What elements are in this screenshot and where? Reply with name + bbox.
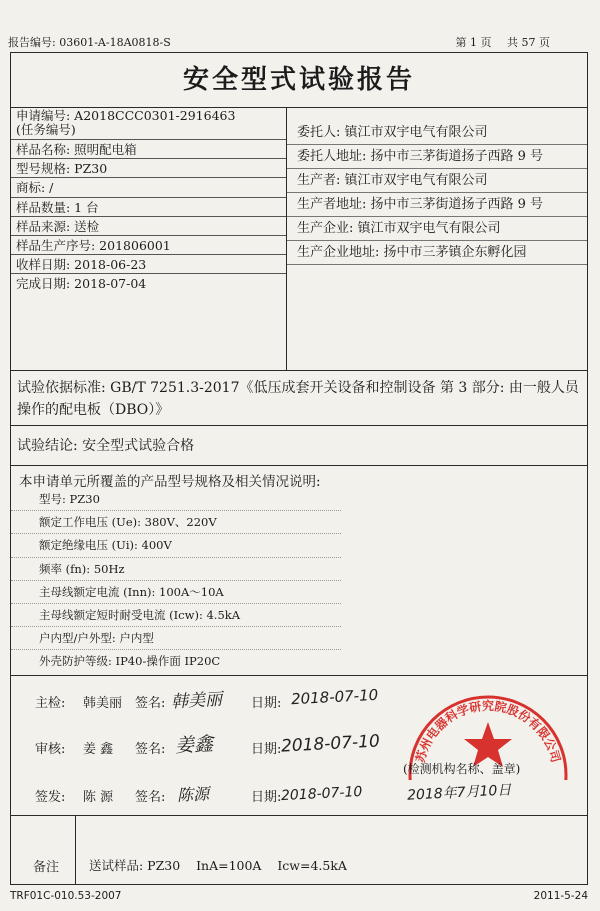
report-number: 报告编号: 03601-A-18A0818-S (8, 36, 171, 49)
remarks-text: 送试样品: PZ30 InA=100A Icw=4.5kA (89, 858, 347, 873)
reviewer-date: 2018-07-10 (280, 731, 381, 757)
test-basis-standard: 试验依据标准: GB/T 7251.3-2017《低压成套开关设备和控制设备 第 3 部分: 由一般人员操作的配电板（DBO）》 (11, 370, 587, 426)
client: 委托人: 镇江市双宇电气有限公司 (287, 121, 587, 145)
inspector-name: 韩美丽 (83, 696, 123, 711)
issuer-date: 2018-07-10 (280, 783, 363, 805)
seal-date: 2018年7月10日 (406, 782, 512, 804)
spec-short-time-current: 主母线额定短时耐受电流 (Icw): 4.5kA (11, 604, 341, 627)
inspector-date: 2018-07-10 (290, 685, 379, 709)
coverage-section (11, 466, 587, 676)
coverage-title: 本申请单元所覆盖的产品型号规格及相关情况说明: (19, 474, 321, 490)
completion-date: 完成日期: 2018-07-04 (16, 276, 147, 292)
spec-ip-rating: 外壳防护等级: IP40-操作面 IP20C (39, 654, 221, 669)
report-form (10, 52, 588, 885)
remarks-divider (75, 816, 76, 884)
inspector-signature: 韩美丽 (170, 689, 223, 713)
form-code: TRF01C-010.53-2007 (10, 890, 122, 902)
receipt-date: 收样日期: 2018-06-23 (11, 255, 286, 274)
reviewer-name: 姜 鑫 (83, 742, 114, 757)
reviewer-label: 审核: (35, 742, 66, 757)
page-number: 第 1 页 (455, 36, 492, 49)
spec-frequency: 频率 (fn): 50Hz (11, 558, 341, 581)
form-date: 2011-5-24 (533, 890, 588, 902)
application-number-value: 申请编号: A2018CCC0301-2916463 (16, 108, 236, 123)
producer: 生产者: 镇江市双宇电气有限公司 (287, 169, 587, 193)
report-title: 安全型式试验报告 (11, 53, 587, 108)
production-serial: 样品生产序号: 201806001 (11, 236, 286, 255)
seal-org-text: 苏州电器科学研究院股份有限公司 (413, 699, 563, 765)
issuer-sign-label: 签名: (135, 790, 166, 805)
manufacturer-address: 生产企业地址: 扬中市三茅镇企东孵化园 (287, 241, 587, 265)
reviewer-sign-label: 签名: (135, 742, 166, 757)
inspector-sign-label: 签名: (135, 696, 166, 711)
spec-model: 型号: PZ30 (11, 488, 341, 511)
sample-info (11, 108, 287, 370)
spec-rated-voltage: 额定工作电压 (Ue): 380V、220V (11, 511, 341, 534)
task-number-label: (任务编号) (16, 122, 76, 137)
reviewer-signature: 姜鑫 (174, 733, 214, 757)
inspector-label: 主检: (35, 696, 66, 711)
sample-name: 样品名称: 照明配电箱 (11, 140, 286, 159)
application-number (11, 108, 286, 140)
spec-busbar-current: 主母线额定电流 (Inn): 100A～10A (11, 581, 341, 604)
spec-insulation-voltage: 额定绝缘电压 (Ui): 400V (11, 534, 341, 557)
reviewer-date-label: 日期: (251, 742, 282, 757)
spec-indoor-outdoor: 户内型/户外型: 户内型 (11, 627, 341, 650)
issuer-label: 签发: (35, 790, 66, 805)
model-spec: 型号规格: PZ30 (11, 159, 286, 178)
client-address: 委托人地址: 扬中市三茅街道扬子西路 9 号 (287, 145, 587, 169)
seal-note: (检测机构名称、盖章) (403, 762, 521, 776)
client-info (287, 108, 587, 370)
producer-address: 生产者地址: 扬中市三茅街道扬子西路 9 号 (287, 193, 587, 217)
issuer-signature: 陈源 (176, 784, 210, 805)
signature-section (11, 676, 587, 816)
remarks-label: 备注 (33, 860, 60, 875)
sample-source: 样品来源: 送检 (11, 217, 286, 236)
sample-quantity: 样品数量: 1 台 (11, 198, 286, 217)
issuer-name: 陈 源 (83, 790, 114, 805)
remarks-section (11, 816, 587, 884)
test-conclusion: 试验结论: 安全型式试验合格 (11, 426, 587, 466)
manufacturer: 生产企业: 镇江市双宇电气有限公司 (287, 217, 587, 241)
page-total: 共 57 页 (507, 36, 550, 49)
page-counter (444, 34, 551, 50)
trademark: 商标: / (11, 178, 286, 197)
inspector-date-label: 日期: (251, 696, 282, 711)
issuer-date-label: 日期: (251, 790, 282, 805)
